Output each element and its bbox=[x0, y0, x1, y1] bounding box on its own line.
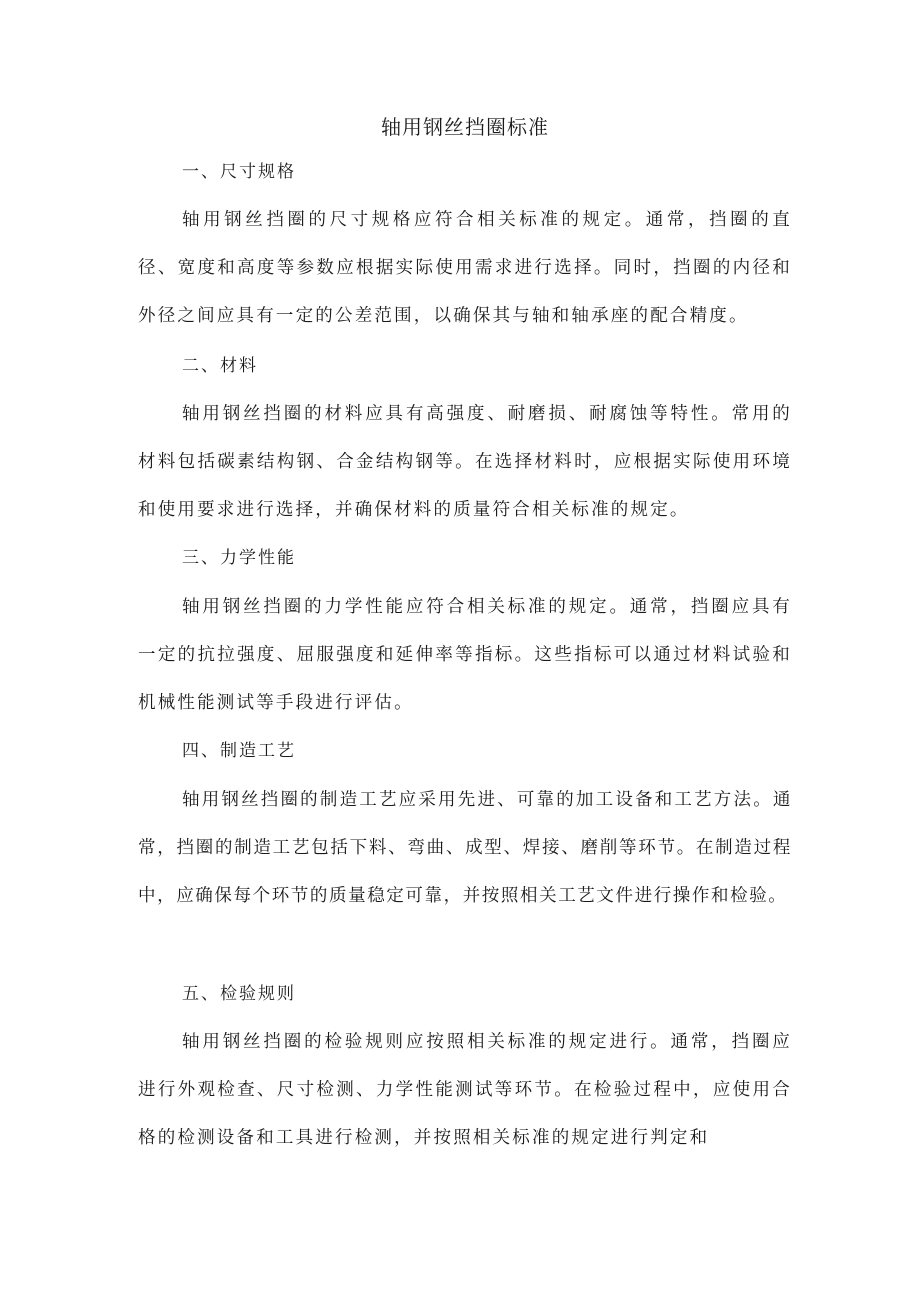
section-body-material: 轴用钢丝挡圈的材料应具有高强度、耐磨损、耐腐蚀等特性。常用的材料包括碳素结构钢、合金结构钢等。在选择材料时，应根据实际使用环境和使用要求进行选择，并确保材料的质量符合相关标准的规定。 bbox=[138, 404, 792, 520]
section-heading-manufacturing: 四、制造工艺 bbox=[182, 741, 296, 761]
section-heading-mechanical: 三、力学性能 bbox=[182, 548, 296, 568]
section-body-inspection: 轴用钢丝挡圈的检验规则应按照相关标准的规定进行。通常，挡圈应进行外观检查、尺寸检测、力学性能测试等环节。在检验过程中，应使用合格的检测设备和工具进行检测，并按照相关标准的规定进行判定和 bbox=[138, 1032, 792, 1148]
section-heading-inspection: 五、检验规则 bbox=[182, 984, 296, 1004]
section-body-manufacturing: 轴用钢丝挡圈的制造工艺应采用先进、可靠的加工设备和工艺方法。通常，挡圈的制造工艺包括下料、弯曲、成型、焊接、磨削等环节。在制造过程中，应确保每个环节的质量稳定可靠，并按照相关工艺文件进行操作和检验。 bbox=[138, 790, 792, 906]
section-body-dimensions: 轴用钢丝挡圈的尺寸规格应符合相关标准的规定。通常，挡圈的直径、宽度和高度等参数应根据实际使用需求进行选择。同时，挡圈的内径和外径之间应具有一定的公差范围，以确保其与轴和轴承座的配合精度。 bbox=[138, 210, 792, 326]
section-body-mechanical: 轴用钢丝挡圈的力学性能应符合相关标准的规定。通常，挡圈应具有一定的抗拉强度、屈服强度和延伸率等指标。这些指标可以通过材料试验和机械性能测试等手段进行评估。 bbox=[138, 597, 792, 713]
section-heading-material: 二、材料 bbox=[182, 356, 258, 376]
section-heading-dimensions: 一、尺寸规格 bbox=[182, 162, 296, 182]
document-title: 轴用钢丝挡圈标准 bbox=[381, 115, 549, 139]
